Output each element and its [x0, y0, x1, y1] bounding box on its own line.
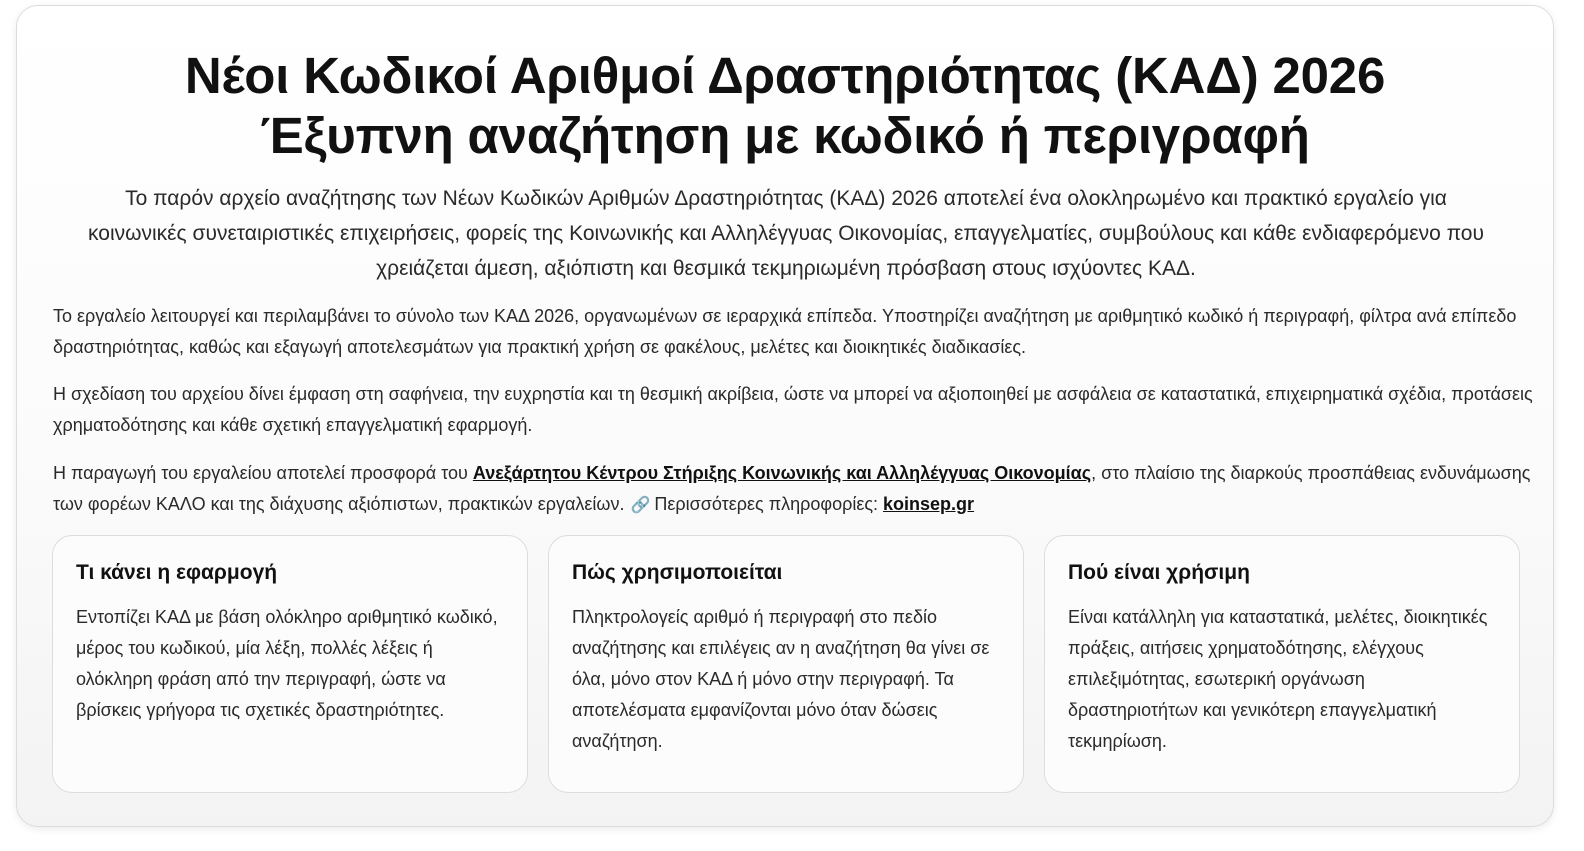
description-paragraph-credits: [53, 458, 1533, 521]
page-subtitle-line2: Έξυπνη αναζήτηση με κωδικό ή περιγραφή: [260, 107, 1310, 164]
intro-text: Το παρόν αρχείο αναζήτησης των Νέων Κωδικών Αριθμών Δραστηριότητας (ΚΑΔ) 2026 αποτελεί ένα ολοκληρωμένο και πρακτικό εργαλείο για κοινωνικές συνεταιριστικές επιχειρήσεις, φορείς της Κοινωνικής και Αλληλέγγυας Οικονομίας, επαγγελματίες, συμβούλους και κάθε ενδιαφερόμενο που χρειάζεται άμεση, αξιόπιστη και θεσμικά τεκμηριωμένη πρόσβαση στους ισχύοντες ΚΑΔ.: [88, 187, 1484, 280]
feature-card-where-useful: [1044, 535, 1520, 793]
page-title: [17, 46, 1553, 166]
credits-text-after: , στο πλαίσιο της διαρκούς προσπάθειας ενδυνάμωσης των φορέων ΚΑΛΟ και της διάχυσης αξιόπιστων, πρακτικών εργαλείων.: [53, 463, 1531, 514]
organization-link[interactable]: Ανεξάρτητου Κέντρου Στήριξης Κοινωνικής και Αλληλέγγυας Οικονομίας: [472, 463, 1092, 483]
feature-card-title: Τι κάνει η εφαρμογή: [76, 561, 278, 584]
description-paragraph-features: Το εργαλείο λειτουργεί και περιλαμβάνει το σύνολο των ΚΑΔ 2026, οργανωμένων σε ιεραρχικά επίπεδα. Υποστηρίζει αναζήτηση με αριθμητικό κωδικό ή περιγραφή, φίλτρα ανά επίπεδο δραστηριότητας, καθώς και εξαγωγή αποτελεσμάτων για πρακτική χρήση σε φακέλους, μελέτες και διοικητικές διαδικασίες.: [53, 306, 1517, 357]
feature-card-title: Πού είναι χρήσιμη: [1068, 561, 1250, 584]
feature-card-how-to-use: [548, 535, 1024, 793]
feature-card-text: Πληκτρολογείς αριθμό ή περιγραφή στο πεδίο αναζήτησης και επιλέγεις αν η αναζήτηση θα γίνει σε όλα, μόνο στον ΚΑΔ ή μόνο στην περιγραφή. Τα αποτελέσματα εμφανίζονται μόνο όταν δώσεις αναζήτηση.: [572, 607, 990, 751]
more-info-label: Περισσότερες πληροφορίες:: [654, 494, 884, 514]
feature-card-what-it-does: [52, 535, 528, 793]
link-icon: 🔗: [630, 497, 651, 514]
website-link[interactable]: koinsep.gr: [883, 494, 975, 514]
description-paragraph-design: Η σχεδίαση του αρχείου δίνει έμφαση στη σαφήνεια, την ευχρηστία και τη θεσμική ακρίβεια, ώστε να μπορεί να αξιοποιηθεί με ασφάλεια σε καταστατικά, επιχειρηματικά σχέδια, προτάσεις χρηματοδότησης και κάθε σχετική επαγγελματική εφαρμογή.: [53, 384, 1533, 435]
feature-card-text: Είναι κατάλληλη για καταστατικά, μελέτες, διοικητικές πράξεις, αιτήσεις χρηματοδότησης, ελέγχους επιλεξιμότητας, εσωτερική οργάνωση δραστηριοτήτων και γενικότερη επαγγελματική τεκμηρίωση.: [1068, 607, 1488, 751]
feature-card-title: Πώς χρησιμοποιείται: [572, 561, 783, 584]
page-title-line1: Νέοι Κωδικοί Αριθμοί Δραστηριότητας (ΚΑΔ) 2026: [184, 47, 1386, 104]
feature-card-text: Εντοπίζει ΚΑΔ με βάση ολόκληρο αριθμητικό κωδικό, μέρος του κωδικού, μία λέξη, πολλές λέξεις ή ολόκληρη φράση από την περιγραφή, ώστε να βρίσκεις γρήγορα τις σχετικές δραστηριότητες.: [76, 607, 498, 720]
info-panel: [16, 5, 1554, 827]
credits-text-before: Η παραγωγή του εργαλείου αποτελεί προσφορά του: [53, 463, 473, 483]
